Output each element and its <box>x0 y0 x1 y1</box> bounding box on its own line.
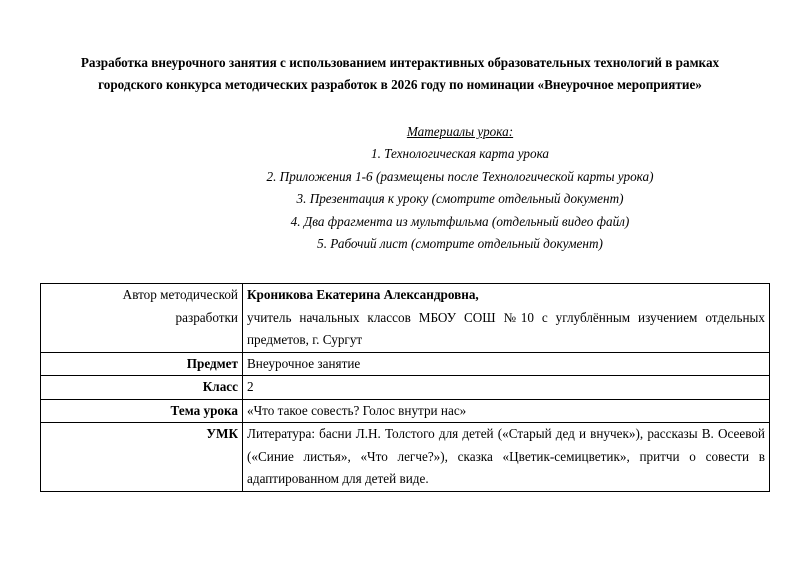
author-value <box>243 284 770 353</box>
author-details: учитель начальных классов МБОУ СОШ №10 с углублённым изучением отдельных предметов, г. Сургут <box>247 309 765 347</box>
subject-value: Внеурочное занятие <box>243 352 770 376</box>
materials-heading: Материалы урока: <box>406 124 514 139</box>
author-label-line-2: разработки <box>175 309 238 325</box>
author-label <box>41 284 243 353</box>
materials-item: 5. Рабочий лист (смотрите отдельный документ) <box>317 236 603 252</box>
materials-item: 1. Технологическая карта урока <box>370 146 550 162</box>
document-title <box>60 52 740 96</box>
materials-item: 3. Презентация к уроку (смотрите отдельный документ) <box>296 191 624 207</box>
grade-value: 2 <box>243 376 770 400</box>
grade-label: Класс <box>41 376 243 400</box>
document-title-line-1: Разработка внеурочного занятия с использованием интерактивных образовательных технологий в рамках <box>80 55 720 70</box>
table-row-umk <box>41 423 770 492</box>
author-name: Кроникова Екатерина Александровна, <box>247 287 479 302</box>
materials-item: 2. Приложения 1-6 (размещены после Технологической карты урока) <box>266 168 654 184</box>
topic-value: «Что такое совесть? Голос внутри нас» <box>243 399 770 423</box>
table-row-topic <box>41 399 770 423</box>
author-label-line-1: Автор методической <box>122 287 238 302</box>
table-row-author <box>41 284 770 353</box>
subject-label: Предмет <box>41 352 243 376</box>
materials-item: 4. Два фрагмента из мультфильма (отдельный видео файл) <box>290 213 630 229</box>
document-title-line-2: городского конкурса методических разработок в 2026 году по номинации «Внеурочное мероприятие» <box>98 77 702 92</box>
materials-list <box>180 121 740 255</box>
umk-label: УМК <box>41 423 243 492</box>
lesson-info-table <box>40 283 770 492</box>
topic-label: Тема урока <box>41 399 243 423</box>
umk-value: Литература: басни Л.Н. Толстого для детей («Старый дед и внучек»), рассказы В. Осеевой («Синие листья», «Что легче?»), сказка «Цветик-семицветик», притчи о совести в адаптированном для детей виде. <box>243 423 770 492</box>
table-row-grade <box>41 376 770 400</box>
table-row-subject <box>41 352 770 376</box>
